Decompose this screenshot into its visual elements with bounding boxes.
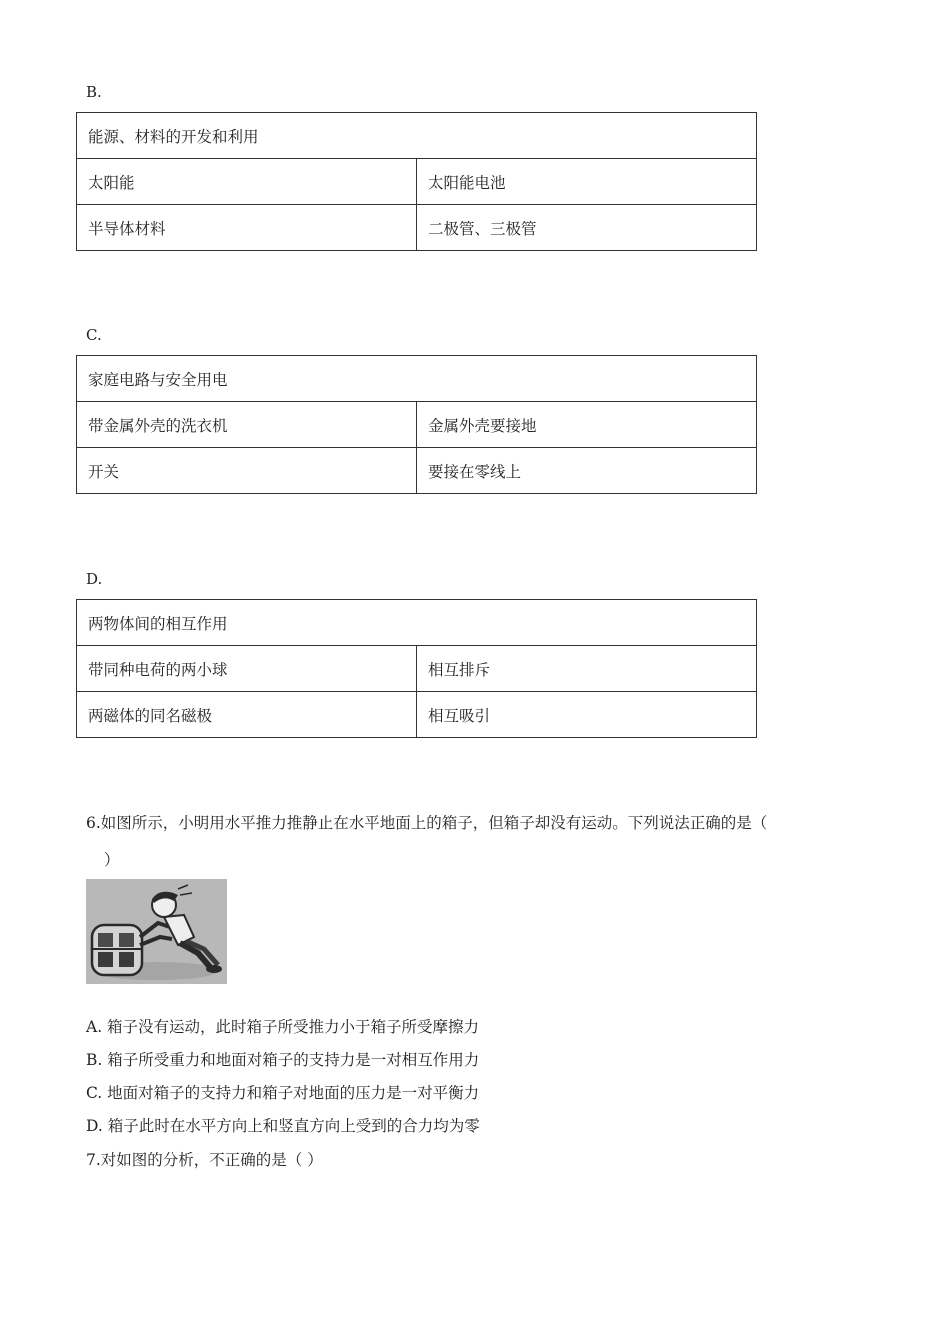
table-row (77, 692, 757, 738)
question-6-option-c: C. 地面对箱子的支持力和箱子对地面的压力是一对平衡力 (86, 1084, 480, 1102)
table-cell: 金属外壳要接地 (417, 402, 757, 448)
option-c-label: C. (86, 326, 102, 344)
table-header-row (77, 356, 757, 402)
table-row (77, 205, 757, 251)
table-row (77, 646, 757, 692)
question-6-option-b: B. 箱子所受重力和地面对箱子的支持力是一对相互作用力 (86, 1051, 480, 1069)
table-cell: 相互吸引 (417, 692, 757, 738)
table-header: 能源、材料的开发和利用 (77, 113, 757, 159)
table-cell: 要接在零线上 (417, 448, 757, 494)
table-row (77, 448, 757, 494)
table-cell: 开关 (77, 448, 417, 494)
boy-pushing-box-image (86, 879, 227, 984)
option-b-label: B. (86, 83, 102, 101)
option-d-table (76, 599, 757, 738)
table-cell: 相互排斥 (417, 646, 757, 692)
table-cell: 带同种电荷的两小球 (77, 646, 417, 692)
option-b-table (76, 112, 757, 251)
question-7-text: 7.对如图的分析，不正确的是（ ） (86, 1151, 323, 1169)
question-6-option-d: D. 箱子此时在水平方向上和竖直方向上受到的合力均为零 (86, 1117, 480, 1135)
table-header: 两物体间的相互作用 (77, 600, 757, 646)
table-cell: 带金属外壳的洗衣机 (77, 402, 417, 448)
boy-pushing-box-illustration (86, 879, 227, 984)
table-cell: 太阳能 (77, 159, 417, 205)
table-row (77, 159, 757, 205)
question-6-text-cont: ） (104, 851, 120, 869)
table-header-row (77, 113, 757, 159)
table-cell: 半导体材料 (77, 205, 417, 251)
table-cell: 两磁体的同名磁极 (77, 692, 417, 738)
table-header-row (77, 600, 757, 646)
option-c-table (76, 355, 757, 494)
table-cell: 二极管、三极管 (417, 205, 757, 251)
option-d-label: D. (86, 570, 103, 588)
question-6-text: 6.如图所示，小明用水平推力推静止在水平地面上的箱子，但箱子却没有运动。下列说法正确的是（ (86, 814, 768, 832)
table-cell: 太阳能电池 (417, 159, 757, 205)
table-header: 家庭电路与安全用电 (77, 356, 757, 402)
question-6-option-a: A. 箱子没有运动，此时箱子所受推力小于箱子所受摩擦力 (86, 1018, 480, 1036)
table-row (77, 402, 757, 448)
